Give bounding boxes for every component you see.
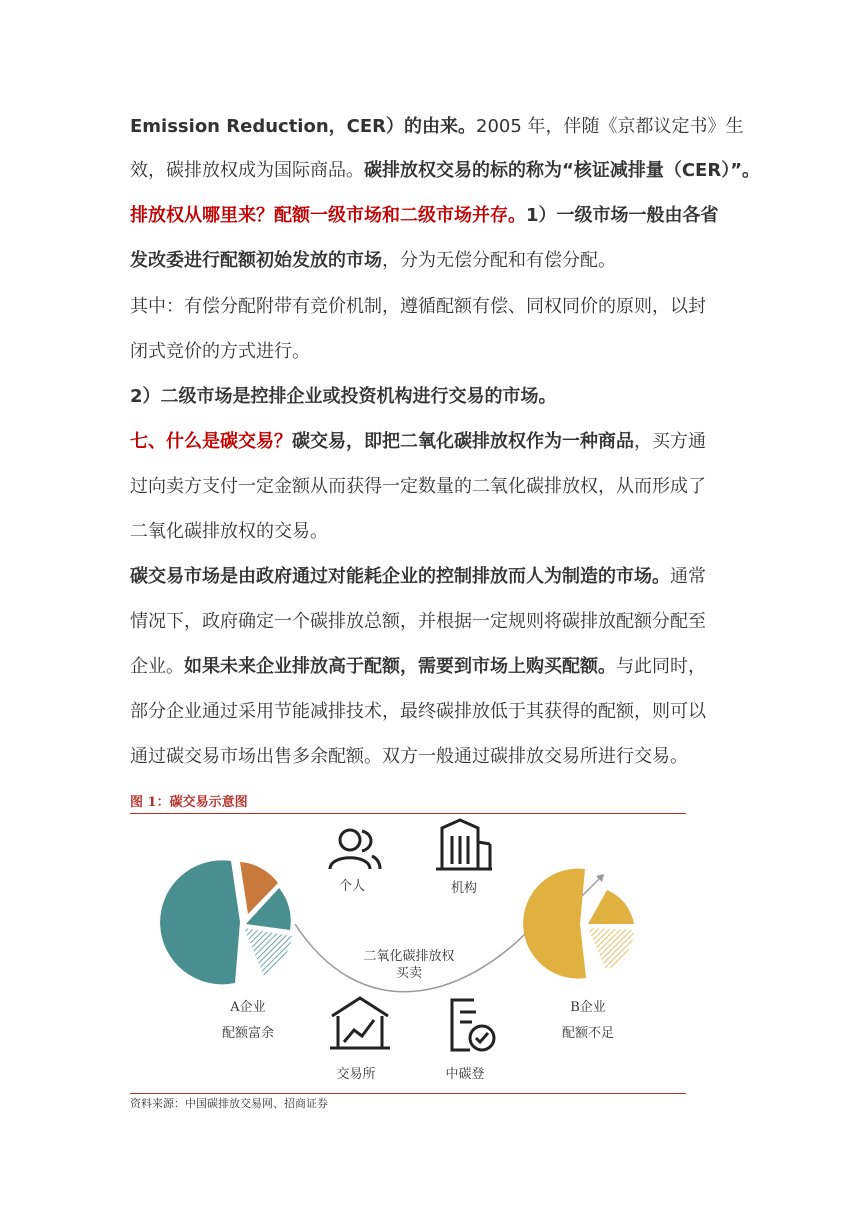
- text-segment: 通常: [670, 566, 706, 587]
- text-segment: 七、什么是碳交易？: [130, 431, 292, 452]
- text-segment: 碳交易，即把二氧化碳排放权作为一种商品: [292, 431, 634, 452]
- text-segment: 发改委进行配额初始发放的市场: [130, 250, 382, 271]
- text-line: [130, 655, 706, 679]
- text-segment: ，买方通: [634, 431, 706, 452]
- exchange-icon: [330, 998, 390, 1048]
- text-segment: 1）一级市场一般由各省: [526, 205, 719, 226]
- company-a-status: 配额富余: [221, 1026, 275, 1041]
- text-line: [130, 475, 706, 499]
- text-segment: Emission Reduction，CER）的由来。: [130, 116, 477, 137]
- figure-title: 图 1：碳交易示意图: [130, 795, 248, 810]
- text-segment: ，分为无偿分配和有偿分配。: [382, 250, 616, 271]
- text-line: [130, 295, 706, 319]
- person-icon: [330, 830, 380, 869]
- text-segment: 其中：有偿分配附带有竞价机制，遵循配额有偿、同权同价的原则，以封: [130, 296, 706, 317]
- text-segment: 部分企业通过采用节能减排技术，最终碳排放低于其获得的配额，则可以: [130, 701, 706, 722]
- text-line: [130, 520, 328, 544]
- text-segment: 二氧化碳排放权的交易。: [130, 521, 328, 542]
- text-segment: 通过碳交易市场出售多余配额。双方一般通过碳排放交易所进行交易。: [130, 746, 688, 767]
- text-segment: 与此同时，: [616, 656, 706, 677]
- company-a-name: A企业: [230, 1000, 266, 1015]
- text-segment: 如果未来企业排放高于配额，需要到市场上购买配额。: [184, 656, 616, 677]
- text-segment: 碳排放权交易的标的称为“核证减排量（CER）”。: [364, 160, 761, 181]
- text-line: [130, 700, 706, 724]
- text-line: [130, 610, 706, 634]
- text-segment: 闭式竞价的方式进行。: [130, 341, 310, 362]
- text-segment: 2）二级市场是控排企业或投资机构进行交易的市场。: [130, 386, 557, 407]
- company-b-status: 配额不足: [561, 1026, 615, 1041]
- text-line: [130, 565, 706, 589]
- text-segment: 排放权从哪里来？配额一级市场和二级市场并存。: [130, 205, 526, 226]
- company-a-pie-icon: [160, 860, 292, 984]
- text-line: [130, 204, 719, 228]
- text-segment: 情况下，政府确定一个碳排放总额，并根据一定规则将碳排放配额分配至: [130, 611, 706, 632]
- text-line: [130, 249, 616, 273]
- institution-label: 机构: [450, 881, 478, 896]
- figure-rule-bottom: [130, 1093, 686, 1094]
- document-check-icon: [452, 1000, 494, 1050]
- company-b-name: B企业: [570, 1000, 606, 1015]
- text-line: [130, 385, 557, 409]
- person-label: 个人: [338, 879, 366, 894]
- text-line: [130, 340, 310, 364]
- text-segment: 过向卖方支付一定金额从而获得一定数量的二氧化碳排放权，从而形成了: [130, 476, 706, 497]
- center-label-line1: 二氧化碳排放权: [363, 949, 455, 964]
- carbon-trade-diagram: [130, 814, 686, 1092]
- company-b-pie-icon: [523, 869, 634, 979]
- text-line: [130, 745, 688, 769]
- text-segment: 2005 年，伴随《京都议定书》生: [476, 116, 744, 137]
- text-segment: 碳交易市场是由政府通过对能耗企业的控制排放而人为制造的市场。: [130, 566, 670, 587]
- china-carbon-label: 中碳登: [445, 1067, 485, 1082]
- text-line: [130, 430, 706, 454]
- center-label-line2: 买卖: [395, 966, 423, 981]
- text-line: [130, 159, 760, 183]
- figure-source: 资料来源：中国碳排放交易网、招商证券: [130, 1097, 328, 1110]
- text-segment: 企业。: [130, 656, 184, 677]
- exchange-label: 交易所: [336, 1067, 376, 1082]
- institution-icon: [436, 820, 492, 869]
- text-segment: 效，碳排放权成为国际商品。: [130, 160, 364, 181]
- text-line: [130, 115, 744, 139]
